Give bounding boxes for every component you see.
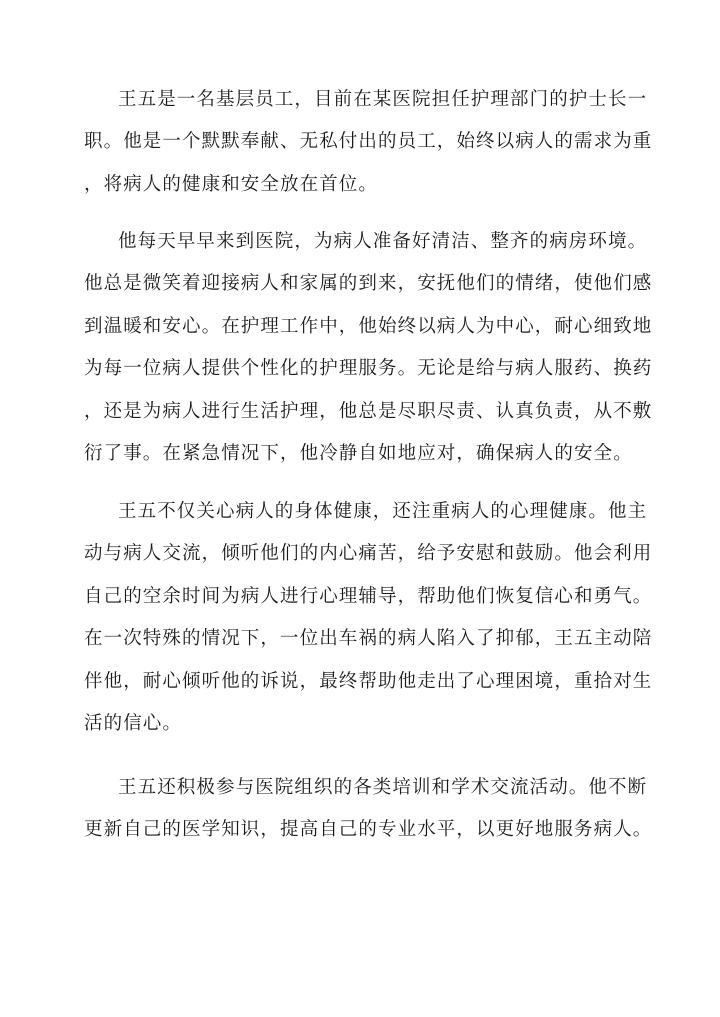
paragraph-4 <box>84 767 653 852</box>
paragraph-line: 为每一位病人提供个性化的护理服务。无论是给与病人服药、换药 <box>84 358 653 380</box>
paragraph-line: 到温暖和安心。在护理工作中，他始终以病人为中心，耐心细致地 <box>84 315 653 337</box>
paragraph-line: 他每天早早来到医院，为病人准备好清洁、整齐的病房环境。 <box>118 231 648 252</box>
paragraph-line: 活的信心。 <box>84 712 183 734</box>
paragraph-line: 职。他是一个默默奉献、无私付出的员工，始终以病人的需求为重 <box>84 131 653 153</box>
paragraph-1 <box>84 79 653 206</box>
paragraph-2 <box>84 221 653 475</box>
paragraph-line: 自己的空余时间为病人进行心理辅导，帮助他们恢复信心和勇气。 <box>84 585 653 607</box>
paragraph-line: 王五不仅关心病人的身体健康，还注重病人的心理健康。他主 <box>118 501 648 522</box>
paragraph-line: 在一次特殊的情况下，一位出车祸的病人陷入了抑郁，王五主动陪 <box>84 628 653 650</box>
paragraph-3 <box>84 491 653 745</box>
paragraph-line: 衍了事。在紧急情况下，他冷静自如地应对，确保病人的安全。 <box>84 442 633 464</box>
paragraph-line: 动与病人交流，倾听他们的内心痛苦，给予安慰和鼓励。他会利用 <box>84 543 653 565</box>
paragraph-line: 更新自己的医学知识，提高自己的专业水平，以更好地服务病人。 <box>84 819 653 841</box>
paragraph-line: 王五是一名基层员工，目前在某医院担任护理部门的护士长一 <box>118 89 648 110</box>
paragraph-line: 伴他，耐心倾听他的诉说，最终帮助他走出了心理困境，重拾对生 <box>84 670 653 692</box>
paragraph-line: 王五还积极参与医院组织的各类培训和学术交流活动。他不断 <box>118 777 648 798</box>
paragraph-line: ，将病人的健康和安全放在首位。 <box>84 173 379 195</box>
paragraph-line: 他总是微笑着迎接病人和家属的到来，安抚他们的情绪，使他们感 <box>84 273 653 295</box>
paragraph-line: ，还是为病人进行生活护理，他总是尽职尽责、认真负责，从不敷 <box>84 400 653 422</box>
